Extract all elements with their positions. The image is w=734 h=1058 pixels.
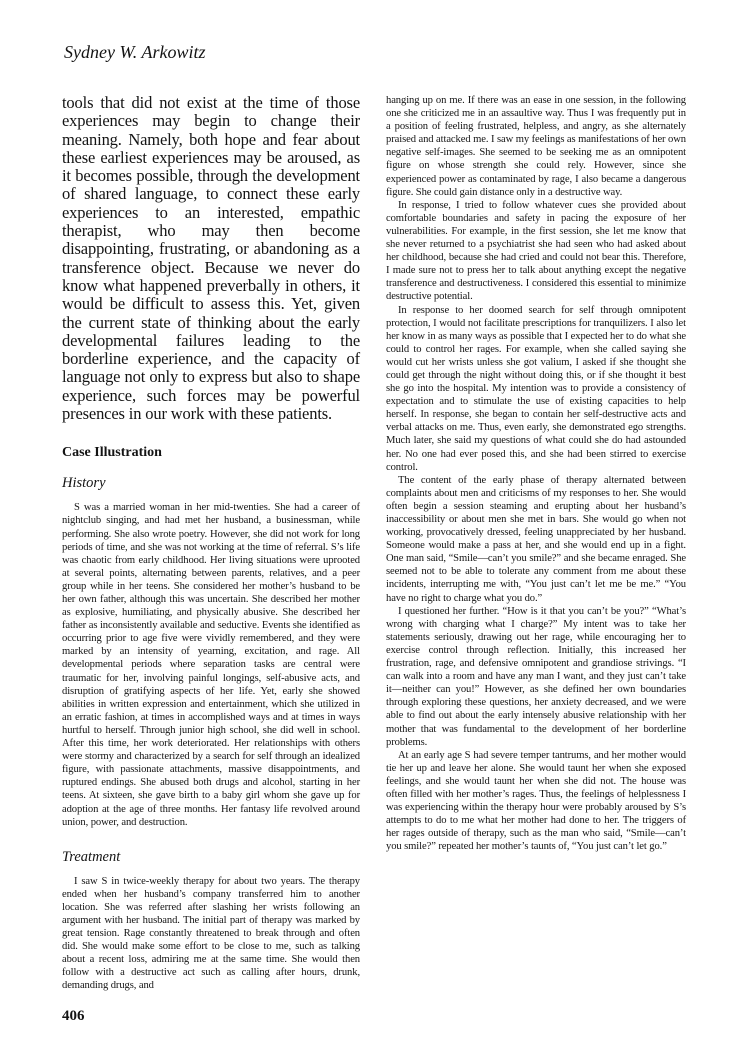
body-paragraph: I questioned her further. “How is it that you can’t be you?” “What’s wrong with charging what I charge?” My intent was to take her statements seriously, drawing out her rage, while encouraging her to exercise control through reflection. Initially, this increased her frustration, rage, and defensive omnipotent and grandiose strivings. “I can walk into a room and have any man I want, and they just can’t take it—neither can you!” However, as she defined her own boundaries through exploring these questions, her anxiety decreased, and we were able to find out about the early intensely abusive relationship with her mother that was fundamental to the development of her borderline problems. [386,605,686,748]
body-paragraph: In response, I tried to follow whatever cues she provided about comfortable boundaries and safety in pacing the exposure of her vulnerabilities. For example, in the first session, she let me know that she never returned to a psychiatrist she had seen who had asked about her childhood, because she had cried and could not bear this. Therefore, I made sure not to press her to talk about anything except the negative transference and destructiveness. I considered this essential to minimize destructive potential. [386,199,686,303]
left-column [62,94,360,993]
history-paragraph: S was a married woman in her mid-twenties. She had a career of nightclub singing, and had met her husband, a businessman, while performing. She also wrote poetry. However, she did not work for long periods of time, and she was not working at the time of referral. S’s life was chaotic from early childhood. Her living situations were uprooted at several points, alternating between parents, relatives, and a peer group while in her teens. She considered her mother’s husband to be her own father, although this was uncertain. She described her mother as explosive, humiliating, and physically abusive. She described her father as inconsistently available and seductive. Events she identified as occurring prior to age five were vividly remembered, and they were marked by an intensity of yearning, excitation, and rage. All developmental periods where separation tasks are central were traumatic for her, involving painful longings, self-abusive acts, and disruption of gratifying aspects of her life. Yet, early she showed abilities in written expression and entertainment, which she utilized in an erratic fashion, at times in accomplished ways and at times in ways hurtful to herself. Through junior high school, she did well in school. After this time, her work deteriorated. Her relationships with others were stormy and characterized by a search for self through an idealized figure, with passionate attachments, massive disappointments, and ruptured endings. She abused both drugs and alcohol, starting in her teens. At sixteen, she gave birth to a baby girl whom she gave up for adoption at the age of three months. Her fantasy life revolved around union, power, and destruction. [62,502,360,828]
right-column [386,94,686,853]
treatment-paragraph: I saw S in twice-weekly therapy for about two years. The therapy ended when her husband’s company transferred him to another location. She was referred after slashing her wrists following an argument with her husband. The initial part of therapy was marked by great tension. Rage constantly threatened to break through and often did. She would make some effort to be close to me, such as talking about a recent loss, admiring me at the same time. She would then follow with a destructive act such as calling after hours, drunk, demanding drugs, and [62,875,360,992]
section-heading: Case Illustration [62,445,162,461]
history-heading: History [62,475,106,492]
body-paragraph: hanging up on me. If there was an ease in one session, in the following one she criticized me in an assaultive way. Thus I was frequently put in a position of feeling frustrated, helpless, and angry, as she alternately praised and attacked me. I saw my feelings as manifestations of her own negative self-images. She seemed to be seeking me as an omnipotent figure on whose strength she could rely. However, since she experienced power as contaminated by rage, I also became a dangerous figure. She could gain distance only in a destructive way. [386,95,686,198]
lead-paragraph: tools that did not exist at the time of those experiences may begin to change their meaning. Namely, both hope and fear about these earliest experiences may be aroused, as it becomes possible, through the development of shared language, to connect these early experiences to an interested, empathic therapist, who may then become disappointing, frustrating, or abandoning as a transference object. Because we never do know what happened preverbally in others, it would be difficult to assess this. Yet, given the current state of thinking about the early developmental failures leading to the borderline experience, and the capacity of language not only to express but also to shape experience, such forces may be powerful presences in our work with these patients. [62,93,360,424]
page-number: 406 [62,1008,85,1024]
body-paragraph: The content of the early phase of therapy alternated between complaints about men and criticisms of my responses to her. She would often begin a session steaming and erupting about her husband’s inaccessibility or about men she met in bars. She would go when not working, provocatively dressed, feeling unappreciated by her husband. Someone would make a pass at her, and she would end up in a fight. One man said, “Smile—can’t you smile?” and she became enraged. She seemed not to be able to tolerate any comment from me about these incidents, interrupting me with, “You just can’t let me be me.” “You have no right to charge what you do.” [386,474,686,604]
treatment-heading: Treatment [62,848,121,865]
body-paragraph: At an early age S had severe temper tantrums, and her mother would tie her up and leave her alone. She would taunt her when she exposed feelings, and she would taunt her when she did not. The house was often filled with her mother’s rages. Thus, the feelings of helplessness I was experiencing within the therapy hour were probably aroused by S’s attempts to do to me what her mother had done to her. The triggers of her rages outside of therapy, such as the man who said, “Smile—can’t you smile?” repeated her mother’s taunts of, “You just can’t let go.” [386,749,686,853]
running-head: Sydney W. Arkowitz [64,42,206,62]
body-paragraph: In response to her doomed search for self through omnipotent protection, I would not facilitate prescriptions for tranquilizers. I also let her know in as many ways as possible that I expected her to do what she could to control her rages. For example, when she called saying she would cut her wrists unless she got valium, I asked if she thought she could get through the night without doing this, or if she thought it best she go into the hospital. My intention was to provide a consistency of expectation and to stimulate the use of existing capacities to help herself. In response, she began to contain her self-destructive acts and verbal attacks on me. Thus, even early, she demonstrated ego strengths. Much later, she said my questions of what could she do had astounded her. No one had ever posed this, and she had been stirred to exercise control. [386,304,686,473]
